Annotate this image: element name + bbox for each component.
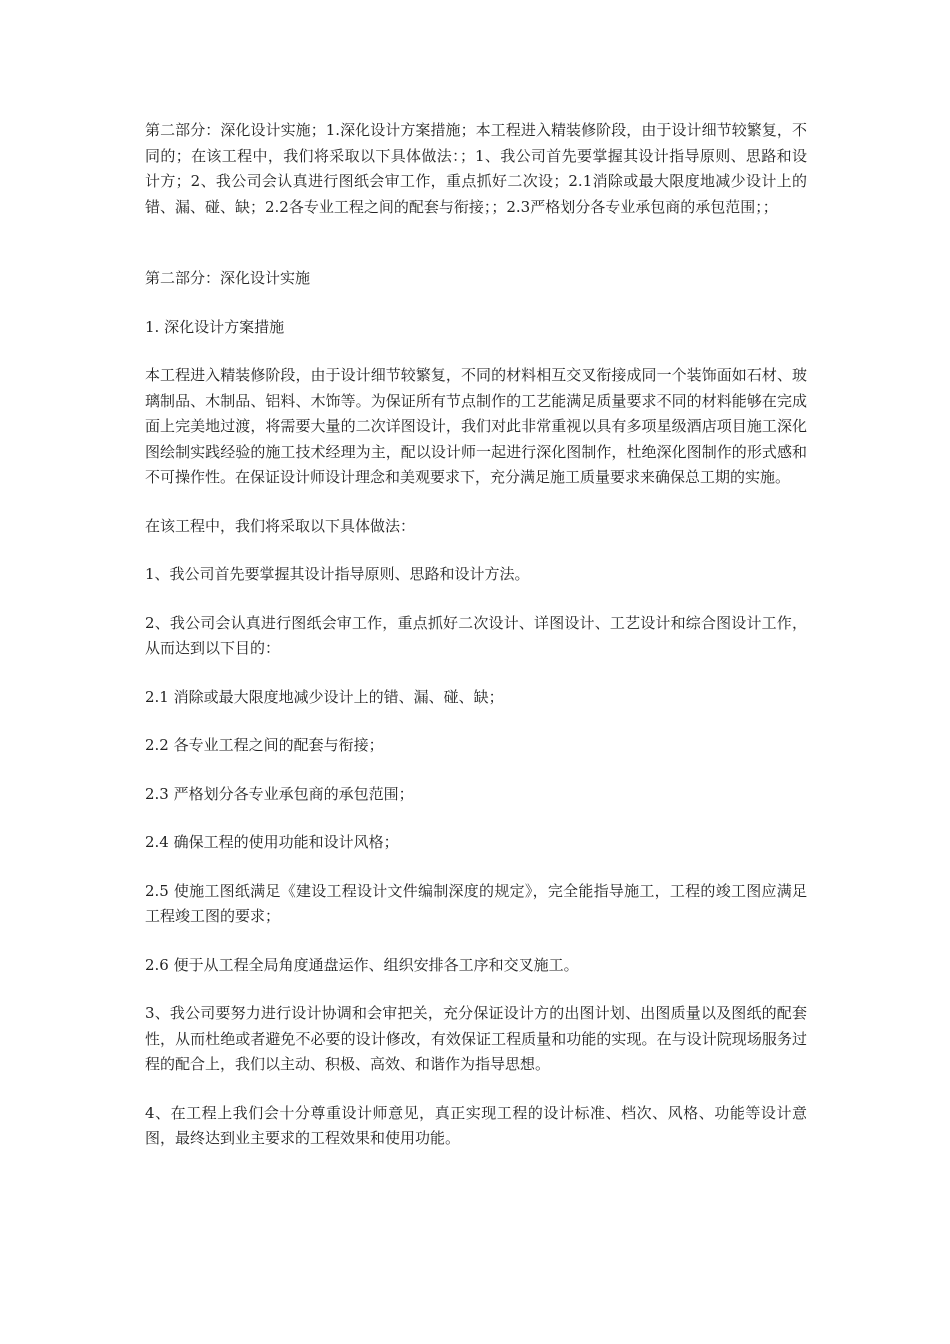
list-item-2-2: 2.2 各专业工程之间的配套与衔接； xyxy=(145,736,384,754)
summary-paragraph: 第二部分：深化设计实施；1.深化设计方案措施；本工程进入精装修阶段，由于设计细节较繁复，不同的；在该工程中，我们将采取以下具体做法：；1、我公司首先要掌握其设计指导原则、思路和设计方；2、我公司会认真进行图纸会审工作，重点抓好二次设；2.1消除或最大限度地减少设计上的错、漏、碰、缺；2.2各专业工程之间的配套与衔接；；2.3严格划分各专业承包商的承包范围；； xyxy=(145,121,807,216)
subsection-title: 1. 深化设计方案措施 xyxy=(145,317,285,336)
list-item-2-1: 2.1 消除或最大限度地减少设计上的错、漏、碰、缺； xyxy=(145,687,504,706)
list-item-3: 3、我公司要努力进行设计协调和会审把关，充分保证设计方的出图计划、出图质量以及图纸的配套性，从而杜绝或者避免不必要的设计修改，有效保证工程质量和功能的实现。在与设计院现场服务过程的配合上，我们以主动、积极、高效、和谐作为指导思想。 xyxy=(145,1004,807,1073)
list-item-2-4: 2.4 确保工程的使用功能和设计风格； xyxy=(145,833,399,851)
list-item-2-3: 2.3 严格划分各专业承包商的承包范围； xyxy=(145,784,414,803)
section-title: 第二部分：深化设计实施 xyxy=(145,269,311,287)
list-item-4: 4、在工程上我们会十分尊重设计师意见，真正实现工程的设计标准、档次、风格、功能等设计意图，最终达到业主要求的工程效果和使用功能。 xyxy=(145,1103,807,1147)
list-item-2: 2、我公司会认真进行图纸会审工作，重点抓好二次设计、详图设计、工艺设计和综合图设计工作，从而达到以下目的： xyxy=(145,613,807,657)
lead-in-paragraph: 在该工程中，我们将采取以下具体做法： xyxy=(145,516,416,535)
document-body xyxy=(145,118,807,1175)
list-item-2-6: 2.6 便于从工程全局角度通盘运作、组织安排各工序和交叉施工。 xyxy=(145,955,579,974)
list-item-2-5: 2.5 使施工图纸满足《建设工程设计文件编制深度的规定》，完全能指导施工，工程的竣工图应满足工程竣工图的要求； xyxy=(145,881,807,925)
intro-paragraph: 本工程进入精装修阶段，由于设计细节较繁复，不同的材料相互交叉衔接成同一个装饰面如石材、玻璃制品、木制品、铝料、木饰等。为保证所有节点制作的工艺能满足质量要求不同的材料能够在完成面上完美地过渡，将需要大量的二次详图设计，我们对此非常重视以具有多项星级酒店项目施工深化图绘制实践经验的施工技术经理为主，配以设计师一起进行深化图制作，杜绝深化图制作的形式感和不可操作性。在保证设计师设计理念和美观要求下，充分满足施工质量要求来确保总工期的实施。 xyxy=(145,366,807,486)
list-item-1: 1、我公司首先要掌握其设计指导原则、思路和设计方法。 xyxy=(145,565,530,583)
